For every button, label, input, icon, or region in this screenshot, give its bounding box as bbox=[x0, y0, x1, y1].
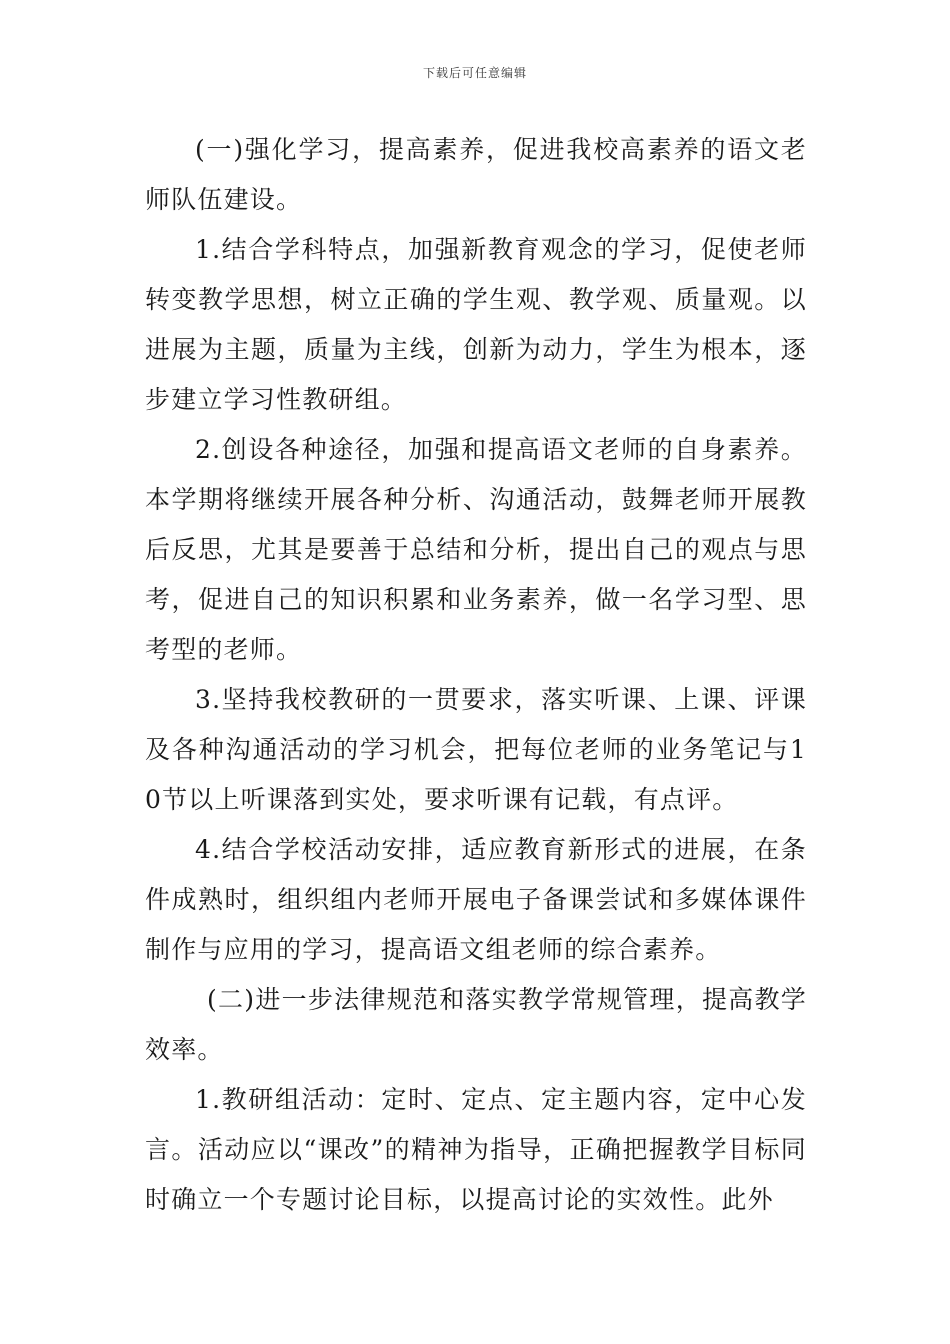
document-body bbox=[145, 125, 807, 1225]
paragraph-item-5: 1.教研组活动：定时、定点、定主题内容，定中心发言。活动应以“课改”的精神为指导，正确把握教学目标同时确立一个专题讨论目标，以提高讨论的实效性。此外 bbox=[145, 1085, 807, 1214]
header-note: 下载后可任意编辑 bbox=[422, 66, 527, 80]
section-heading-2: (二)进一步法律规范和落实教学常规管理，提高教学效率。 bbox=[145, 985, 807, 1064]
paragraph-item-3: 3.坚持我校教研的一贯要求，落实听课、上课、评课及各种沟通活动的学习机会，把每位老师的业务笔记与10节以上听课落到实处，要求听课有记载，有点评。 bbox=[145, 685, 807, 814]
paragraph-item-1: 1.结合学科特点，加强新教育观念的学习，促使老师转变教学思想，树立正确的学生观、教学观、质量观。以进展为主题，质量为主线，创新为动力，学生为根本，逐步建立学习性教研组。 bbox=[145, 235, 807, 414]
paragraph-item-2: 2.创设各种途径，加强和提高语文老师的自身素养。本学期将继续开展各种分析、沟通活动，鼓舞老师开展教后反思，尤其是要善于总结和分析，提出自己的观点与思考，促进自己的知识积累和业务素养，做一名学习型、思考型的老师。 bbox=[145, 435, 807, 664]
paragraph-item-4: 4.结合学校活动安排，适应教育新形式的进展，在条件成熟时，组织组内老师开展电子备课尝试和多媒体课件制作与应用的学习，提高语文组老师的综合素养。 bbox=[145, 835, 807, 964]
section-heading-1: (一)强化学习，提高素养，促进我校高素养的语文老师队伍建设。 bbox=[145, 135, 807, 214]
